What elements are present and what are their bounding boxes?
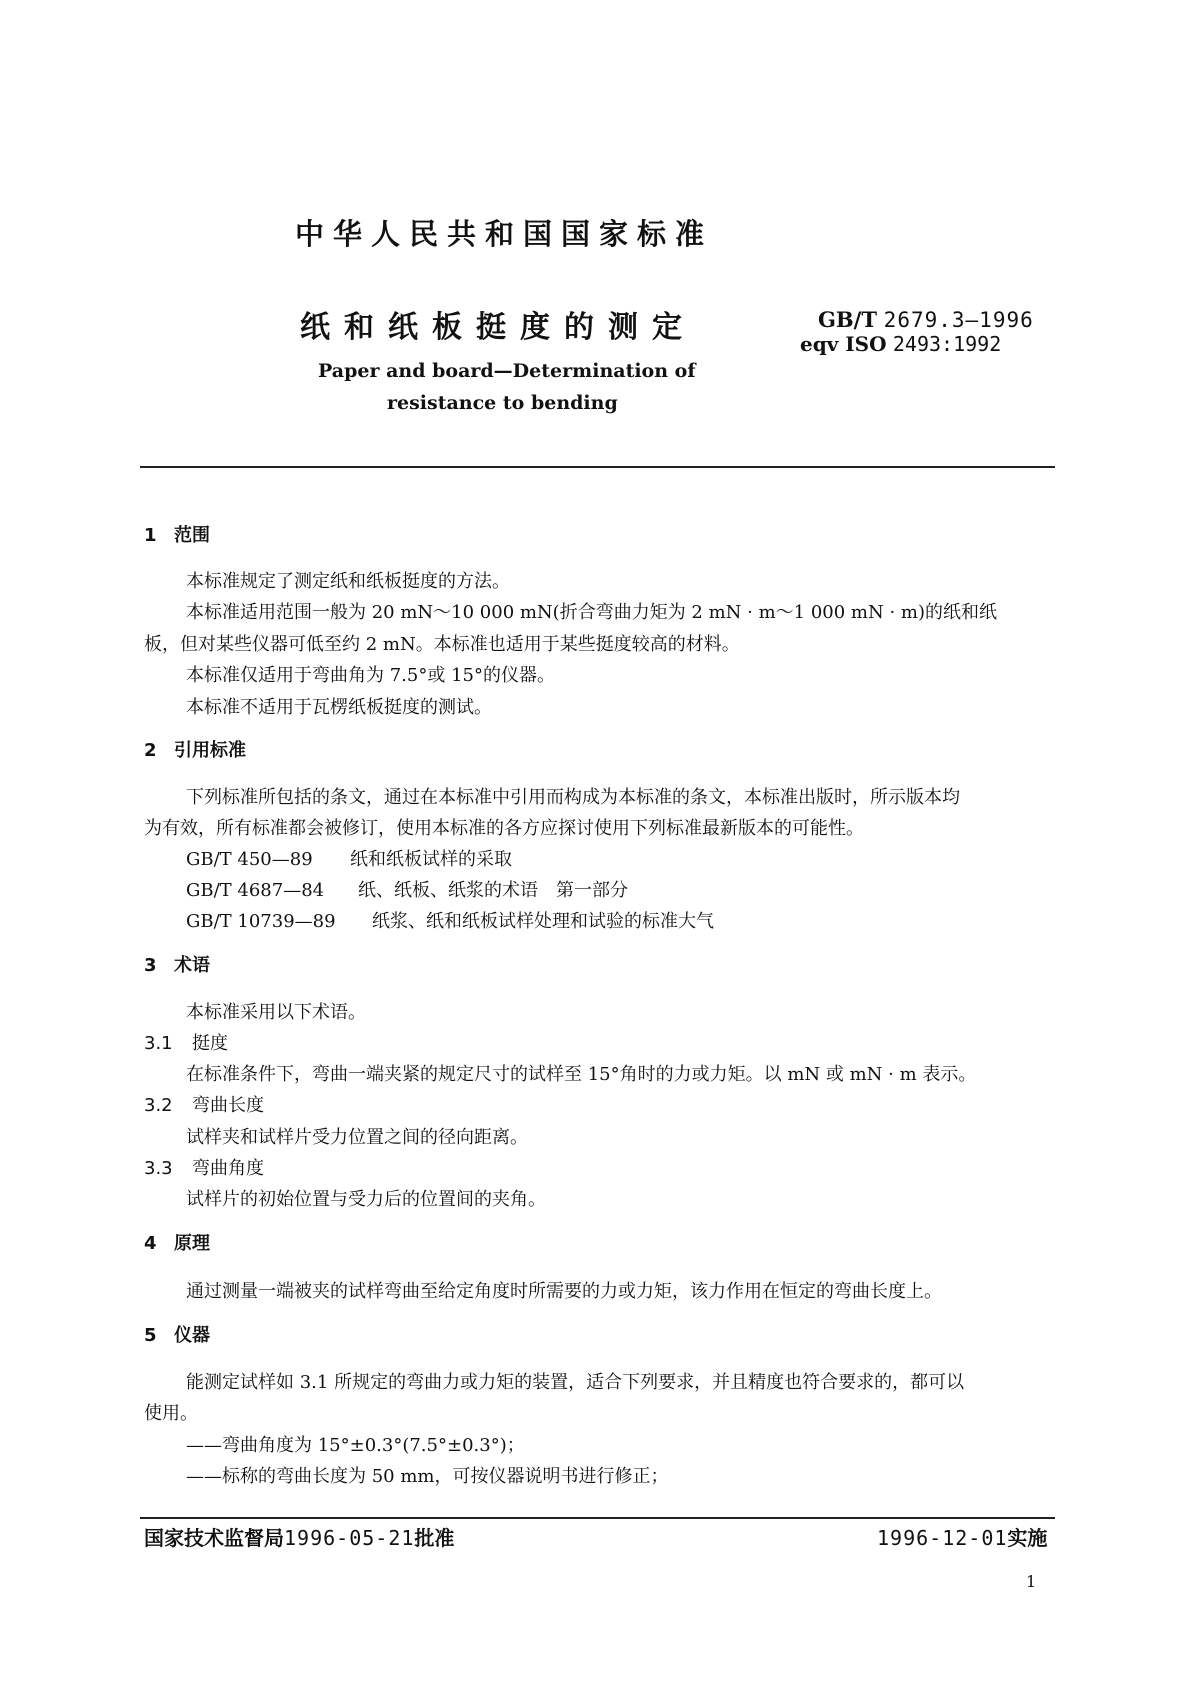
equivalent-standard bbox=[800, 332, 1001, 356]
document-title-en-line2: resistance to bending bbox=[387, 392, 618, 414]
section-3-intro: 本标准采用以下术语。 bbox=[186, 1002, 366, 1023]
national-standard-title: 中华人民共和国国家标准 bbox=[295, 217, 714, 251]
approval-date: 1996-05-21 bbox=[284, 1526, 415, 1550]
requirement-item-2: ——标称的弯曲长度为 50 mm，可按仪器说明书进行修正； bbox=[186, 1466, 669, 1487]
approval-info bbox=[144, 1522, 454, 1551]
section-heading-3: 3 术语 bbox=[144, 955, 210, 976]
approval-label: 批准 bbox=[414, 1526, 455, 1550]
page-number: 1 bbox=[1026, 1572, 1037, 1591]
section-1-para-4: 本标准不适用于瓦楞纸板挺度的测试。 bbox=[186, 697, 492, 718]
section-2-para-1b: 为有效，所有标准都会被修订，使用本标准的各方应探讨使用下列标准最新版本的可能性。 bbox=[144, 818, 864, 839]
requirement-item-1: ——弯曲角度为 15°±0.3°(7.5°±0.3°)； bbox=[186, 1435, 525, 1456]
equivalent-standard-value: 2493:1992 bbox=[892, 332, 1002, 356]
section-1-para-3: 本标准仅适用于弯曲角为 7.5°或 15°的仪器。 bbox=[186, 665, 555, 686]
term-heading-3-3: 3.3 弯曲角度 bbox=[144, 1158, 264, 1179]
reference-item: GB/T 10739—89 纸浆、纸和纸板试样处理和试验的标准大气 bbox=[186, 911, 714, 932]
section-4-para-1: 通过测量一端被夹的试样弯曲至给定角度时所需要的力或力矩，该力作用在恒定的弯曲长度上。 bbox=[186, 1281, 942, 1302]
section-heading-2: 2 引用标准 bbox=[144, 740, 246, 761]
section-heading-4: 4 原理 bbox=[144, 1233, 210, 1254]
term-heading-3-2: 3.2 弯曲长度 bbox=[144, 1095, 264, 1116]
reference-item: GB/T 4687—84 纸、纸板、纸浆的术语 第一部分 bbox=[186, 880, 628, 901]
section-1-para-2b: 板，但对某些仪器可低至约 2 mN。本标准也适用于某些挺度较高的材料。 bbox=[144, 634, 740, 655]
term-heading-3-1: 3.1 挺度 bbox=[144, 1033, 228, 1054]
footer-divider bbox=[140, 1517, 1055, 1519]
section-heading-5: 5 仪器 bbox=[144, 1325, 210, 1346]
header-divider bbox=[140, 466, 1055, 468]
standard-number-label: GB/T bbox=[818, 307, 877, 332]
section-5-para-1b: 使用。 bbox=[144, 1403, 198, 1424]
section-5-para-1a: 能测定试样如 3.1 所规定的弯曲力或力矩的装置，适合下列要求，并且精度也符合要求的，都可以 bbox=[186, 1372, 965, 1393]
approval-org: 国家技术监督局 bbox=[144, 1526, 284, 1550]
section-1-para-2a: 本标准适用范围一般为 20 mN～10 000 mN(折合弯曲力矩为 2 mN · m～1 000 mN · m)的纸和纸 bbox=[186, 602, 997, 623]
document-title-en-line1: Paper and board—Determination of bbox=[318, 360, 696, 382]
term-definition-3-3: 试样片的初始位置与受力后的位置间的夹角。 bbox=[186, 1189, 546, 1210]
term-definition-3-1: 在标准条件下，弯曲一端夹紧的规定尺寸的试样至 15°角时的力或力矩。以 mN 或 mN · m 表示。 bbox=[186, 1064, 977, 1085]
section-2-para-1a: 下列标准所包括的条文，通过在本标准中引用而构成为本标准的条文，本标准出版时，所示版本均 bbox=[186, 787, 960, 808]
document-title-cn: 纸和纸板挺度的测定 bbox=[300, 310, 696, 345]
reference-item: GB/T 450—89 纸和纸板试样的采取 bbox=[186, 849, 512, 870]
section-1-para-1: 本标准规定了测定纸和纸板挺度的方法。 bbox=[186, 571, 510, 592]
implementation-date: 1996-12-01 bbox=[877, 1526, 1008, 1550]
equivalent-standard-label: eqv ISO bbox=[800, 332, 887, 356]
implementation-label: 实施 bbox=[1007, 1526, 1048, 1550]
term-definition-3-2: 试样夹和试样片受力位置之间的径向距离。 bbox=[186, 1127, 528, 1148]
implementation-info bbox=[877, 1522, 1047, 1551]
standard-number bbox=[818, 307, 1034, 332]
section-heading-1: 1 范围 bbox=[144, 525, 210, 546]
standard-number-value: 2679.3—1996 bbox=[883, 308, 1034, 332]
